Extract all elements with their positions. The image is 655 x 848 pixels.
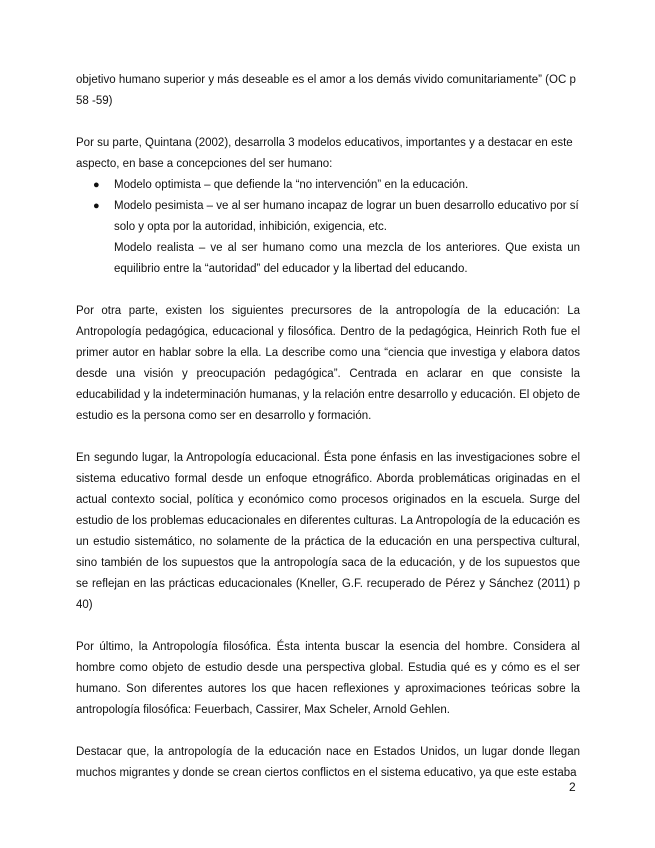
list-item-text: Modelo optimista – que defiende la “no intervención” en la educación. [114,179,469,191]
bullet-icon: ● [93,179,100,191]
educacional-paragraph: En segundo lugar, la Antropología educacional. Ésta pone énfasis en las investigaciones sobre el sistema educativo formal desde un enfoque etnográfico. Aborda problemáticas originadas en el actual contexto social, política y económico como procesos originados en la escuela. Surge del estudio de los problemas educacionales en diferentes culturas. La Antropología de la educación es un estudio sistemático, no solamente de la práctica de la educación en una perspectiva cultural, sino también de los supuestos que la antropología saca de la educación, y de los supuestos que se reflejan en las prácticas educacionales (Kneller, G.F. recuperado de Pérez y Sánchez (2011) p 40) [76,452,580,611]
continuation-paragraph: objetivo humano superior y más deseable es el amor a los demás vivido comunitariamente” (OC p 58 -59) [76,74,576,107]
document-page [76,70,580,784]
list-item-text: Modelo pesimista – ve al ser humano incapaz de lograr un buen desarrollo educativo por sí solo y opta por la autoridad, inhibición, exigencia, etc. [114,200,579,233]
filosofica-paragraph: Por último, la Antropología filosófica. Ésta intenta buscar la esencia del hombre. Considera al hombre como objeto de estudio desde una perspectiva global. Estudia qué es y cómo es el ser humano. Son diferentes autores los que hacen reflexiones y aproximaciones teóricas sobre la antropología filosófica: Feuerbach, Cassirer, Max Scheler, Arnold Gehlen. [76,641,580,716]
precursores-paragraph: Por otra parte, existen los siguientes precursores de la antropología de la educación: La Antropología pedagógica, educacional y filosófica. Dentro de la pedagógica, Heinrich Roth fue el primer autor en hablar sobre la ella. La describe como una “ciencia que investiga y elabora datos desde una visión y preocupación pedagógica”. Centrada en aclarar en que consiste la educabilidad y la indeterminación humanas, y la relación entre desarrollo y educación. El objeto de estudio es la persona como ser en desarrollo y formación. [76,305,580,422]
page-number: 2 [569,780,576,794]
final-paragraph: Destacar que, la antropología de la educación nace en Estados Unidos, un lugar donde llegan muchos migrantes y donde se crean ciertos conflictos en el sistema educativo, ya que este estaba [76,746,580,779]
realist-model-paragraph: Modelo realista – ve al ser humano como una mezcla de los anteriores. Que exista un equilibrio entre la “autoridad” del educador y la libertad del educando. [114,242,580,275]
list-item [76,196,580,238]
intro-paragraph: Por su parte, Quintana (2002), desarrolla 3 modelos educativos, importantes y a destacar en este aspecto, en base a concepciones del ser humano: [76,137,573,170]
models-list [76,175,580,238]
bullet-icon: ● [93,200,100,212]
list-item [76,175,580,196]
